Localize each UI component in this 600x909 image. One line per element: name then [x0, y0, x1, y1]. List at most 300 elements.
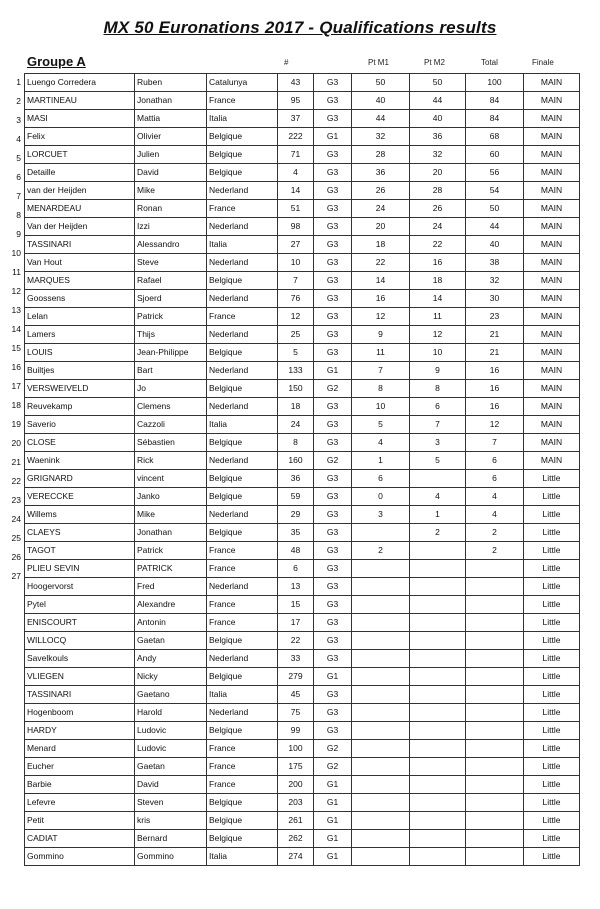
points-m1	[352, 596, 410, 614]
table-row	[25, 254, 580, 272]
final-assignment: Little	[524, 470, 580, 488]
points-m1	[352, 794, 410, 812]
rider-number: 222	[278, 128, 314, 146]
points-m1	[352, 614, 410, 632]
table-row	[25, 506, 580, 524]
rider-group: G3	[314, 110, 352, 128]
points-total	[466, 596, 524, 614]
rider-last-name: TASSINARI	[25, 236, 135, 254]
rider-group: G3	[314, 488, 352, 506]
points-m1: 16	[352, 290, 410, 308]
rider-group: G3	[314, 614, 352, 632]
table-row	[25, 128, 580, 146]
rider-number: 7	[278, 272, 314, 290]
rider-first-name: Mattia	[135, 110, 207, 128]
rider-number: 160	[278, 452, 314, 470]
final-assignment: Little	[524, 848, 580, 866]
rider-country: France	[207, 560, 278, 578]
rider-group: G2	[314, 758, 352, 776]
points-m2	[410, 704, 466, 722]
final-assignment: MAIN	[524, 218, 580, 236]
row-rank: 25	[11, 533, 21, 543]
rider-first-name: Steven	[135, 794, 207, 812]
final-assignment: MAIN	[524, 128, 580, 146]
points-total: 38	[466, 254, 524, 272]
row-rank: 21	[11, 457, 21, 467]
points-total	[466, 560, 524, 578]
rider-group: G3	[314, 632, 352, 650]
row-rank: 14	[11, 324, 21, 334]
points-m1: 10	[352, 398, 410, 416]
rider-first-name: Janko	[135, 488, 207, 506]
table-row	[25, 740, 580, 758]
rider-first-name: Sébastien	[135, 434, 207, 452]
rider-last-name: PLIEU SEVIN	[25, 560, 135, 578]
table-row	[25, 146, 580, 164]
row-rank	[0, 605, 23, 624]
points-m1	[352, 668, 410, 686]
points-total	[466, 650, 524, 668]
rider-country: Nederland	[207, 578, 278, 596]
rider-last-name: CLOSE	[25, 434, 135, 452]
rider-first-name: Gaetano	[135, 686, 207, 704]
points-m1: 12	[352, 308, 410, 326]
points-m1: 40	[352, 92, 410, 110]
rider-country: Belgique	[207, 632, 278, 650]
rider-last-name: Gommino	[25, 848, 135, 866]
points-m2	[410, 830, 466, 848]
points-m1	[352, 686, 410, 704]
final-assignment: MAIN	[524, 92, 580, 110]
rider-group: G3	[314, 542, 352, 560]
points-total: 30	[466, 290, 524, 308]
page-title: MX 50 Euronations 2017 - Qualifications results	[103, 18, 497, 37]
final-assignment: Little	[524, 776, 580, 794]
final-assignment: Little	[524, 524, 580, 542]
points-m1: 50	[352, 74, 410, 92]
rider-group: G2	[314, 452, 352, 470]
rider-country: Italia	[207, 236, 278, 254]
table-row	[25, 200, 580, 218]
rider-group: G3	[314, 326, 352, 344]
rider-group: G2	[314, 380, 352, 398]
rider-number: 203	[278, 794, 314, 812]
rider-group: G3	[314, 722, 352, 740]
rider-last-name: TASSINARI	[25, 686, 135, 704]
final-assignment: Little	[524, 596, 580, 614]
row-rank	[0, 662, 23, 681]
row-rank: 24	[11, 514, 21, 524]
rider-number: 22	[278, 632, 314, 650]
row-rank: 11	[12, 267, 21, 277]
table-row	[25, 236, 580, 254]
points-m2: 14	[410, 290, 466, 308]
table-row	[25, 794, 580, 812]
rider-first-name: Bernard	[135, 830, 207, 848]
points-m1	[352, 776, 410, 794]
points-total: 6	[466, 452, 524, 470]
points-total: 16	[466, 362, 524, 380]
rider-last-name: Barbie	[25, 776, 135, 794]
points-m2	[410, 470, 466, 488]
rider-country: Belgique	[207, 344, 278, 362]
rider-group: G3	[314, 650, 352, 668]
rider-number: 200	[278, 776, 314, 794]
group-label: Groupe A	[27, 54, 86, 69]
rider-last-name: van der Heijden	[25, 182, 135, 200]
final-assignment: Little	[524, 686, 580, 704]
table-row	[25, 92, 580, 110]
rank-column	[0, 73, 23, 909]
rider-first-name: Nicky	[135, 668, 207, 686]
rider-first-name: Patrick	[135, 542, 207, 560]
row-rank	[0, 776, 23, 795]
rider-group: G1	[314, 830, 352, 848]
final-assignment: Little	[524, 830, 580, 848]
rider-country: Nederland	[207, 362, 278, 380]
points-m1	[352, 578, 410, 596]
table-row	[25, 524, 580, 542]
points-m2: 24	[410, 218, 466, 236]
points-total: 4	[466, 506, 524, 524]
column-header-pt-m1: Pt M1	[368, 58, 389, 67]
rider-number: 133	[278, 362, 314, 380]
rider-group: G3	[314, 74, 352, 92]
rider-last-name: Goossens	[25, 290, 135, 308]
rider-country: France	[207, 740, 278, 758]
column-header-total: Total	[481, 58, 498, 67]
rider-number: 18	[278, 398, 314, 416]
rider-first-name: Ludovic	[135, 722, 207, 740]
points-m1	[352, 848, 410, 866]
points-m2	[410, 542, 466, 560]
rider-last-name: HARDY	[25, 722, 135, 740]
points-total	[466, 740, 524, 758]
rider-number: 261	[278, 812, 314, 830]
points-m2: 1	[410, 506, 466, 524]
rider-country: Belgique	[207, 434, 278, 452]
final-assignment: Little	[524, 506, 580, 524]
points-m1	[352, 524, 410, 542]
rider-country: France	[207, 596, 278, 614]
rider-number: 33	[278, 650, 314, 668]
rider-country: France	[207, 614, 278, 632]
final-assignment: MAIN	[524, 74, 580, 92]
rider-country: Belgique	[207, 164, 278, 182]
rider-number: 71	[278, 146, 314, 164]
rider-first-name: David	[135, 164, 207, 182]
rider-country: Italia	[207, 416, 278, 434]
rider-group: G3	[314, 416, 352, 434]
points-m1: 5	[352, 416, 410, 434]
points-m2: 4	[410, 488, 466, 506]
rider-number: 45	[278, 686, 314, 704]
row-rank	[0, 757, 23, 776]
table-row	[25, 290, 580, 308]
rider-country: France	[207, 200, 278, 218]
points-total	[466, 614, 524, 632]
row-rank: 20	[11, 438, 21, 448]
table-row	[25, 830, 580, 848]
rider-last-name: TAGOT	[25, 542, 135, 560]
rider-country: Nederland	[207, 398, 278, 416]
rider-last-name: MASI	[25, 110, 135, 128]
points-m1: 32	[352, 128, 410, 146]
points-m1	[352, 740, 410, 758]
final-assignment: MAIN	[524, 146, 580, 164]
table-row	[25, 776, 580, 794]
rider-group: G3	[314, 236, 352, 254]
table-row	[25, 398, 580, 416]
rider-number: 35	[278, 524, 314, 542]
rider-country: Catalunya	[207, 74, 278, 92]
rider-number: 51	[278, 200, 314, 218]
rider-first-name: Clemens	[135, 398, 207, 416]
final-assignment: Little	[524, 632, 580, 650]
table-row	[25, 416, 580, 434]
points-total: 6	[466, 470, 524, 488]
table-row	[25, 578, 580, 596]
row-rank	[0, 738, 23, 757]
rider-first-name: PATRICK	[135, 560, 207, 578]
rider-first-name: Izzi	[135, 218, 207, 236]
points-m2: 44	[410, 92, 466, 110]
row-rank: 15	[11, 343, 21, 353]
points-total: 4	[466, 488, 524, 506]
final-assignment: MAIN	[524, 344, 580, 362]
table-row	[25, 488, 580, 506]
rider-last-name: Hogenboom	[25, 704, 135, 722]
points-m2	[410, 722, 466, 740]
points-total: 50	[466, 200, 524, 218]
rider-country: Belgique	[207, 488, 278, 506]
rider-group: G1	[314, 812, 352, 830]
rider-number: 99	[278, 722, 314, 740]
rider-last-name: Reuvekamp	[25, 398, 135, 416]
points-m2: 3	[410, 434, 466, 452]
rider-first-name: Andy	[135, 650, 207, 668]
points-m2: 20	[410, 164, 466, 182]
final-assignment: MAIN	[524, 272, 580, 290]
points-m1	[352, 704, 410, 722]
rider-country: France	[207, 776, 278, 794]
table-row	[25, 686, 580, 704]
rider-group: G3	[314, 272, 352, 290]
results-table-body	[25, 74, 580, 866]
final-assignment: MAIN	[524, 290, 580, 308]
table-row	[25, 596, 580, 614]
rider-number: 25	[278, 326, 314, 344]
rider-last-name: LOUIS	[25, 344, 135, 362]
rider-last-name: Willems	[25, 506, 135, 524]
rider-first-name: kris	[135, 812, 207, 830]
row-rank: 3	[16, 115, 21, 125]
rider-country: Nederland	[207, 650, 278, 668]
final-assignment: Little	[524, 740, 580, 758]
points-m2: 9	[410, 362, 466, 380]
rider-group: G3	[314, 596, 352, 614]
points-m1: 20	[352, 218, 410, 236]
points-m2: 7	[410, 416, 466, 434]
rider-number: 24	[278, 416, 314, 434]
points-m2: 32	[410, 146, 466, 164]
row-rank: 27	[11, 571, 21, 581]
rider-country: France	[207, 308, 278, 326]
points-m1: 2	[352, 542, 410, 560]
rider-last-name: GRIGNARD	[25, 470, 135, 488]
rider-group: G3	[314, 254, 352, 272]
row-rank: 7	[16, 191, 21, 201]
rider-number: 76	[278, 290, 314, 308]
rider-first-name: Harold	[135, 704, 207, 722]
points-m2: 6	[410, 398, 466, 416]
rider-country: Nederland	[207, 326, 278, 344]
rider-number: 5	[278, 344, 314, 362]
rider-group: G3	[314, 434, 352, 452]
rider-first-name: David	[135, 776, 207, 794]
rider-first-name: Rafael	[135, 272, 207, 290]
points-m1: 3	[352, 506, 410, 524]
points-total: 2	[466, 542, 524, 560]
rider-first-name: Julien	[135, 146, 207, 164]
rider-number: 37	[278, 110, 314, 128]
rider-first-name: Alessandro	[135, 236, 207, 254]
rider-country: Nederland	[207, 290, 278, 308]
row-rank	[0, 833, 23, 852]
points-m2	[410, 686, 466, 704]
rider-country: Belgique	[207, 524, 278, 542]
row-rank: 12	[11, 286, 21, 296]
rider-number: 29	[278, 506, 314, 524]
rider-group: G1	[314, 794, 352, 812]
points-total	[466, 794, 524, 812]
rider-last-name: Saverio	[25, 416, 135, 434]
rider-country: Belgique	[207, 128, 278, 146]
rider-last-name: VLIEGEN	[25, 668, 135, 686]
rider-last-name: Luengo Corredera	[25, 74, 135, 92]
rider-last-name: Detaille	[25, 164, 135, 182]
points-m2	[410, 848, 466, 866]
row-rank	[0, 795, 23, 814]
points-total	[466, 722, 524, 740]
rider-number: 279	[278, 668, 314, 686]
rider-country: Belgique	[207, 830, 278, 848]
points-m1: 24	[352, 200, 410, 218]
row-rank	[0, 643, 23, 662]
points-m2	[410, 794, 466, 812]
row-rank	[0, 871, 23, 890]
points-m2	[410, 740, 466, 758]
rider-group: G3	[314, 218, 352, 236]
row-rank: 26	[11, 552, 21, 562]
points-m2: 18	[410, 272, 466, 290]
rider-last-name: Lefevre	[25, 794, 135, 812]
table-row	[25, 362, 580, 380]
rider-country: Italia	[207, 848, 278, 866]
rider-last-name: VERSWEIVELD	[25, 380, 135, 398]
row-rank	[0, 890, 23, 909]
rider-number: 14	[278, 182, 314, 200]
rider-group: G1	[314, 848, 352, 866]
rider-country: Italia	[207, 686, 278, 704]
points-m1	[352, 830, 410, 848]
points-m1: 8	[352, 380, 410, 398]
rider-group: G3	[314, 686, 352, 704]
points-m1	[352, 560, 410, 578]
rider-group: G3	[314, 524, 352, 542]
rider-first-name: Olivier	[135, 128, 207, 146]
points-total	[466, 578, 524, 596]
points-total	[466, 704, 524, 722]
rider-last-name: Lelan	[25, 308, 135, 326]
points-m1: 11	[352, 344, 410, 362]
table-row	[25, 452, 580, 470]
final-assignment: MAIN	[524, 416, 580, 434]
rider-number: 15	[278, 596, 314, 614]
points-m1: 22	[352, 254, 410, 272]
rider-number: 59	[278, 488, 314, 506]
rider-group: G3	[314, 704, 352, 722]
row-rank: 6	[16, 172, 21, 182]
rider-group: G1	[314, 362, 352, 380]
table-row	[25, 542, 580, 560]
rider-group: G1	[314, 128, 352, 146]
final-assignment: MAIN	[524, 182, 580, 200]
points-m2	[410, 776, 466, 794]
rider-last-name: Felix	[25, 128, 135, 146]
points-m2: 26	[410, 200, 466, 218]
final-assignment: Little	[524, 812, 580, 830]
points-m1	[352, 650, 410, 668]
rider-number: 100	[278, 740, 314, 758]
rider-number: 262	[278, 830, 314, 848]
points-total: 21	[466, 344, 524, 362]
final-assignment: MAIN	[524, 236, 580, 254]
rider-number: 95	[278, 92, 314, 110]
rider-group: G3	[314, 578, 352, 596]
rider-country: Belgique	[207, 722, 278, 740]
final-assignment: MAIN	[524, 308, 580, 326]
rider-first-name: Jonathan	[135, 92, 207, 110]
points-m2	[410, 578, 466, 596]
rider-last-name: MENARDEAU	[25, 200, 135, 218]
points-total: 23	[466, 308, 524, 326]
final-assignment: Little	[524, 704, 580, 722]
rider-number: 17	[278, 614, 314, 632]
row-rank: 23	[11, 495, 21, 505]
row-rank	[0, 700, 23, 719]
points-m2: 22	[410, 236, 466, 254]
rider-country: Belgique	[207, 380, 278, 398]
row-rank: 5	[16, 153, 21, 163]
rider-group: G3	[314, 560, 352, 578]
rider-last-name: Waenink	[25, 452, 135, 470]
rider-country: Belgique	[207, 272, 278, 290]
rider-number: 150	[278, 380, 314, 398]
points-total: 7	[466, 434, 524, 452]
points-m2	[410, 650, 466, 668]
points-total: 21	[466, 326, 524, 344]
points-total: 12	[466, 416, 524, 434]
row-rank	[0, 586, 23, 605]
rider-first-name: Ludovic	[135, 740, 207, 758]
rider-last-name: Eucher	[25, 758, 135, 776]
points-total: 2	[466, 524, 524, 542]
rider-last-name: Petit	[25, 812, 135, 830]
row-rank: 16	[11, 362, 21, 372]
rider-first-name: Mike	[135, 182, 207, 200]
rider-first-name: Thijs	[135, 326, 207, 344]
